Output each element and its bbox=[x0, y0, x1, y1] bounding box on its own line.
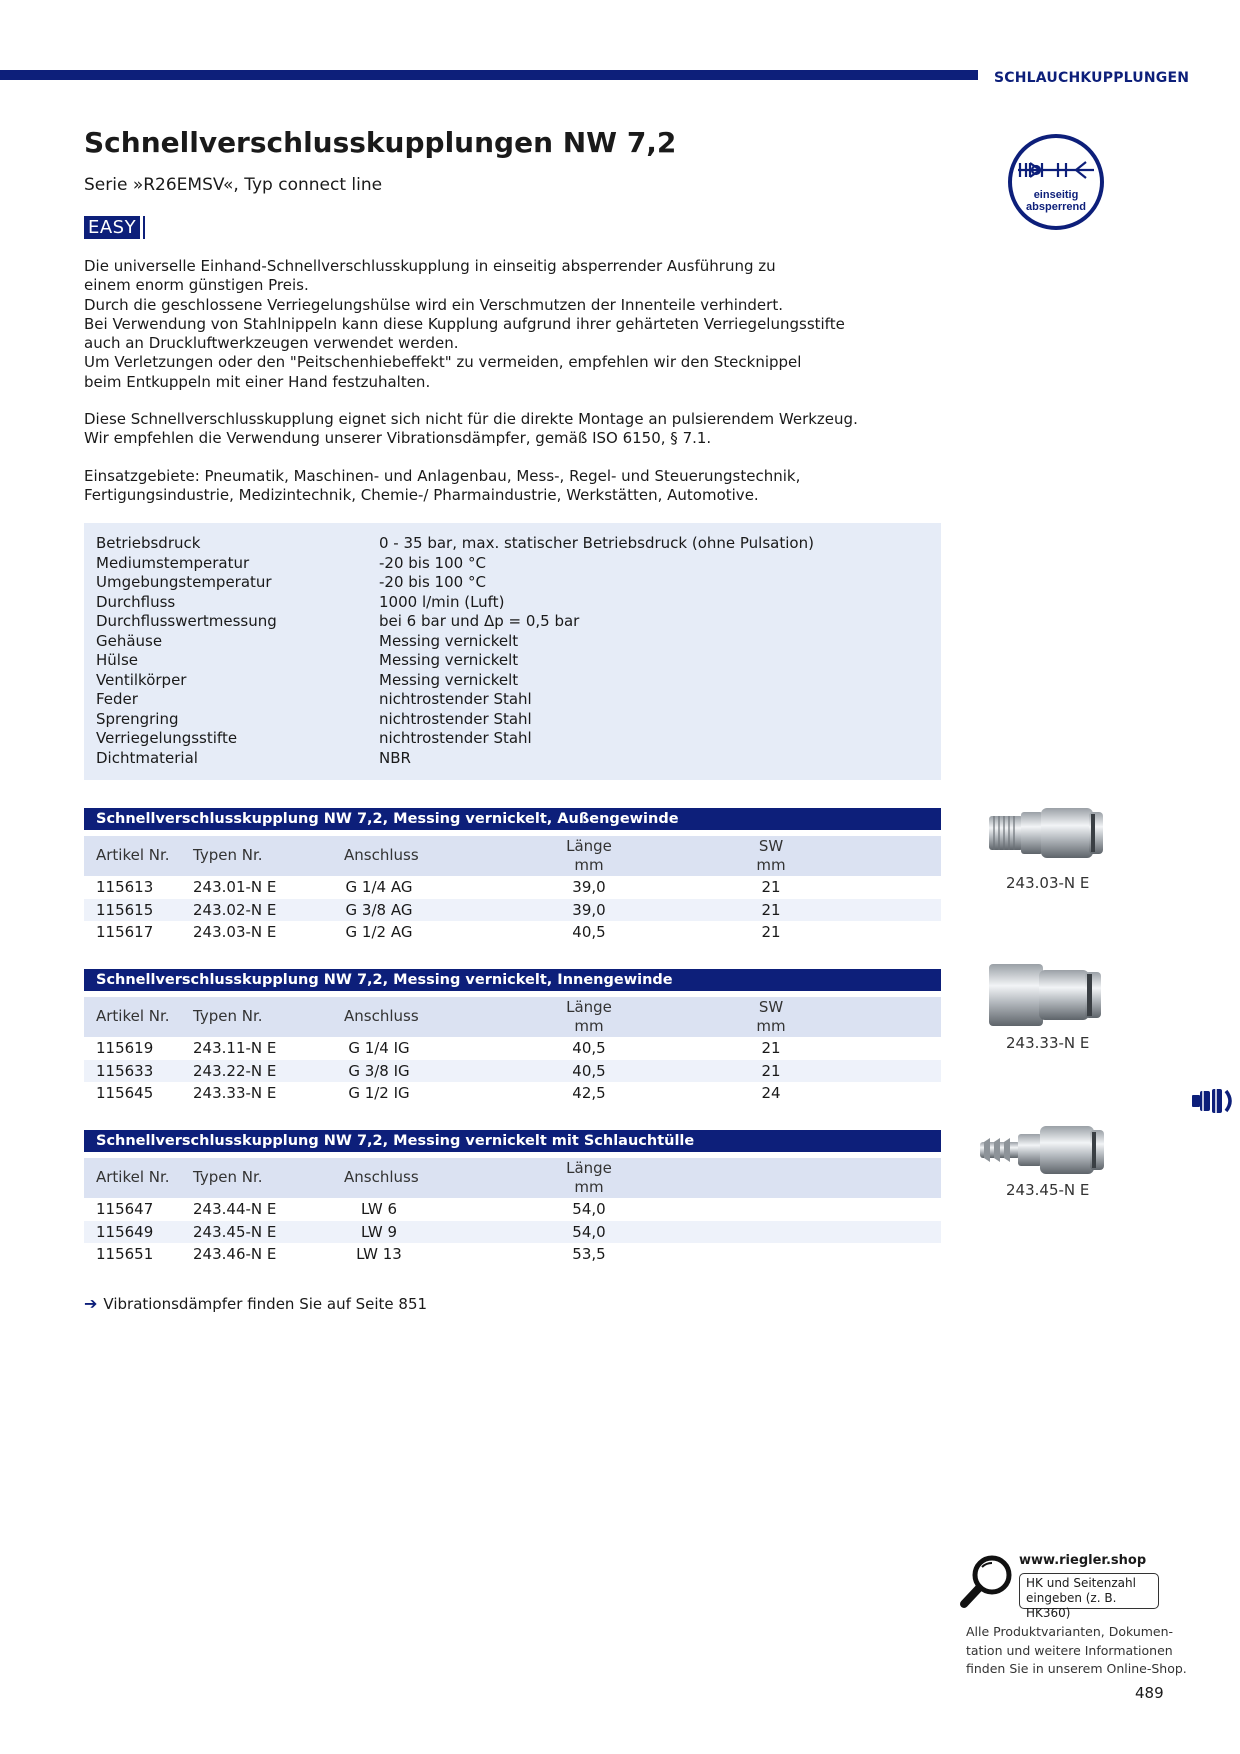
magnifier-icon bbox=[956, 1551, 1018, 1613]
spec-value: bei 6 bar und Δp = 0,5 bar bbox=[379, 612, 580, 630]
spec-value: nichtrostender Stahl bbox=[379, 690, 532, 708]
cell-typen: 243.46-N E bbox=[193, 1245, 277, 1264]
cell-laenge: 54,0 bbox=[572, 1200, 606, 1218]
table-row bbox=[84, 1060, 941, 1083]
description-line: Diese Schnellverschlusskupplung eignet sich nicht für die direkte Montage an pulsierendem Werkzeug. bbox=[84, 410, 858, 428]
table-row bbox=[84, 1082, 941, 1105]
spec-value: -20 bis 100 °C bbox=[379, 573, 486, 591]
page-title: Schnellverschlusskupplungen NW 7,2 bbox=[84, 126, 677, 159]
page-number: 489 bbox=[1135, 1684, 1164, 1702]
cell-sw: 21 bbox=[761, 1061, 781, 1080]
cell-typen: 243.01-N E bbox=[193, 878, 277, 896]
spec-value: Messing vernickelt bbox=[379, 670, 519, 689]
cell-typen: 243.02-N E bbox=[193, 900, 277, 919]
cell-typen: 243.03-N E bbox=[193, 923, 277, 942]
arrow-right-icon: ➔ bbox=[84, 1294, 98, 1313]
coupling-male-thread-image bbox=[985, 802, 1115, 864]
image-caption: 243.33-N E bbox=[1006, 1034, 1090, 1052]
description-line: Fertigungsindustrie, Medizintechnik, Chemie-/ Pharmaindustrie, Werkstätten, Automotive. bbox=[84, 486, 759, 505]
shop-url[interactable]: www.riegler.shop bbox=[1019, 1553, 1147, 1568]
col-sw: SW bbox=[758, 998, 784, 1016]
cell-laenge: 54,0 bbox=[572, 1222, 606, 1241]
description-line: Um Verletzungen oder den "Peitschenhiebeffekt" zu vermeiden, empfehlen wir den Stecknippel bbox=[84, 353, 802, 372]
col-anschluss: Anschluss bbox=[344, 846, 419, 864]
cell-typen: 243.11-N E bbox=[193, 1039, 277, 1057]
col-sw-unit: mm bbox=[756, 856, 786, 874]
col-laenge: Länge bbox=[566, 837, 612, 855]
cell-anschluss: G 1/4 AG bbox=[345, 878, 413, 896]
cell-anschluss: LW 9 bbox=[360, 1222, 398, 1241]
spec-label: Sprengring bbox=[96, 709, 179, 728]
table-header-row bbox=[84, 1158, 941, 1198]
spec-label: Durchfluss bbox=[96, 592, 176, 611]
col-typen: Typen Nr. bbox=[193, 1007, 263, 1025]
spec-value: nichtrostender Stahl bbox=[379, 709, 532, 728]
col-sw-unit: mm bbox=[756, 1017, 786, 1035]
description-line: Wir empfehlen die Verwendung unserer Vibrationsdämpfer, gemäß ISO 6150, § 7.1. bbox=[84, 429, 712, 448]
shop-search-hint bbox=[1019, 1573, 1159, 1620]
valve-badge-line1: einseitig bbox=[1033, 189, 1079, 201]
spec-label: Umgebungstemperatur bbox=[96, 573, 272, 591]
cell-typen: 243.22-N E bbox=[193, 1061, 277, 1080]
coupling-female-thread-image bbox=[985, 960, 1115, 1030]
spec-label: Mediumstemperatur bbox=[96, 553, 250, 572]
table-row bbox=[84, 921, 941, 944]
spec-label: Betriebsdruck bbox=[96, 534, 201, 552]
col-typen: Typen Nr. bbox=[193, 846, 263, 864]
one-way-valve-icon bbox=[1006, 132, 1106, 232]
description-paragraph-3 bbox=[84, 467, 884, 506]
cell-artikel: 115619 bbox=[96, 1039, 154, 1057]
image-caption: 243.03-N E bbox=[1006, 874, 1090, 892]
cell-laenge: 42,5 bbox=[572, 1084, 606, 1103]
col-laenge: Länge bbox=[566, 1159, 612, 1177]
spec-label: Verriegelungsstifte bbox=[96, 729, 238, 747]
product-table-hose-tail bbox=[84, 1130, 941, 1266]
cell-artikel: 115647 bbox=[96, 1200, 154, 1218]
shop-note bbox=[966, 1623, 1187, 1679]
easy-badge bbox=[84, 216, 145, 239]
col-anschluss: Anschluss bbox=[344, 1168, 419, 1186]
easy-badge-bar bbox=[143, 216, 145, 239]
page-subtitle: Serie »R26EMSV«, Typ connect line bbox=[84, 175, 383, 195]
col-laenge-unit: mm bbox=[574, 1017, 604, 1035]
col-artikel: Artikel Nr. bbox=[96, 1007, 170, 1025]
easy-badge-label: EASY bbox=[84, 216, 140, 239]
description-line: Durch die geschlossene Verriegelungshülse wird ein Verschmutzen der Innenteile verhindert. bbox=[84, 295, 783, 314]
shop-note-line: tation und weitere Informationen bbox=[966, 1642, 1173, 1658]
description-line: beim Entkuppeln mit einer Hand festzuhalten. bbox=[84, 372, 431, 391]
cell-sw: 24 bbox=[761, 1084, 781, 1103]
col-sw: SW bbox=[758, 837, 784, 855]
cell-laenge: 39,0 bbox=[572, 900, 606, 919]
cell-artikel: 115615 bbox=[96, 900, 154, 919]
shop-hint-line1: HK und Seitenzahl bbox=[1026, 1576, 1136, 1590]
cell-artikel: 115645 bbox=[96, 1084, 154, 1103]
spec-value: -20 bis 100 °C bbox=[379, 553, 486, 572]
cell-artikel: 115649 bbox=[96, 1222, 154, 1241]
shop-note-line: finden Sie in unserem Online-Shop. bbox=[966, 1661, 1187, 1676]
description-line: auch an Druckluftwerkzeugen verwendet werden. bbox=[84, 334, 459, 353]
section-label: SCHLAUCHKUPPLUNGEN bbox=[994, 70, 1190, 86]
cell-sw: 21 bbox=[761, 878, 781, 896]
spec-label: Durchflusswertmessung bbox=[96, 612, 277, 630]
table-title: Schnellverschlusskupplung NW 7,2, Messing vernickelt mit Schlauchtülle bbox=[84, 1130, 941, 1152]
image-caption: 243.45-N E bbox=[1006, 1181, 1090, 1199]
note-text: Vibrationsdämpfer finden Sie auf Seite 851 bbox=[103, 1294, 428, 1313]
header-bar bbox=[0, 70, 978, 80]
cell-anschluss: LW 13 bbox=[356, 1245, 402, 1264]
table-title: Schnellverschlusskupplung NW 7,2, Messing vernickelt, Außengewinde bbox=[84, 808, 941, 830]
cell-artikel: 115617 bbox=[96, 923, 154, 942]
cell-sw: 21 bbox=[761, 900, 781, 919]
valve-badge-line2: absperrend bbox=[1026, 201, 1086, 213]
spec-label: Hülse bbox=[96, 651, 138, 669]
description-line: Die universelle Einhand-Schnellverschlusskupplung in einseitig absperrender Ausführung zu bbox=[84, 257, 776, 275]
cell-laenge: 39,0 bbox=[572, 878, 606, 896]
description-paragraph-1 bbox=[84, 257, 884, 392]
cell-anschluss: G 1/2 IG bbox=[348, 1084, 410, 1103]
description-line: einem enorm günstigen Preis. bbox=[84, 276, 309, 295]
cell-anschluss: LW 6 bbox=[360, 1200, 398, 1218]
product-table-female-thread bbox=[84, 969, 941, 1105]
col-laenge-unit: mm bbox=[574, 856, 604, 874]
cell-anschluss: G 3/8 AG bbox=[345, 900, 413, 919]
cell-laenge: 40,5 bbox=[572, 1039, 606, 1057]
spec-label: Feder bbox=[96, 690, 138, 708]
table-title: Schnellverschlusskupplung NW 7,2, Messing vernickelt, Innengewinde bbox=[84, 969, 941, 991]
table-row bbox=[84, 1243, 941, 1266]
col-laenge: Länge bbox=[566, 998, 612, 1016]
shop-note-line: Alle Produktvarianten, Dokumen- bbox=[966, 1624, 1174, 1639]
table-header-row bbox=[84, 997, 941, 1037]
table-row bbox=[84, 1221, 941, 1244]
table-row bbox=[84, 1037, 941, 1060]
cell-artikel: 115633 bbox=[96, 1061, 154, 1080]
cell-anschluss: G 3/8 IG bbox=[348, 1061, 410, 1080]
cell-typen: 243.44-N E bbox=[193, 1200, 277, 1218]
spec-label: Gehäuse bbox=[96, 631, 163, 650]
specs-table bbox=[84, 523, 941, 780]
spec-label: Dichtmaterial bbox=[96, 748, 198, 767]
cell-laenge: 53,5 bbox=[572, 1245, 606, 1264]
table-row bbox=[84, 1198, 941, 1221]
coupling-hose-tail-image bbox=[978, 1120, 1118, 1180]
spec-value: 1000 l/min (Luft) bbox=[379, 592, 505, 611]
cell-anschluss: G 1/2 AG bbox=[345, 923, 413, 942]
table-row bbox=[84, 899, 941, 922]
cell-sw: 21 bbox=[761, 1039, 781, 1057]
cell-artikel: 115651 bbox=[96, 1245, 154, 1264]
coupling-category-icon bbox=[1190, 1087, 1236, 1115]
shop-hint-line2: eingeben (z. B. HK360) bbox=[1026, 1591, 1117, 1620]
description-line: Bei Verwendung von Stahlnippeln kann diese Kupplung aufgrund ihrer gehärteten Verriegelungsstifte bbox=[84, 314, 845, 333]
table-header-row bbox=[84, 836, 941, 876]
spec-label: Ventilkörper bbox=[96, 670, 187, 689]
table-row bbox=[84, 876, 941, 899]
col-artikel: Artikel Nr. bbox=[96, 1168, 170, 1186]
spec-value: NBR bbox=[379, 748, 411, 767]
description-line: Einsatzgebiete: Pneumatik, Maschinen- und Anlagenbau, Mess-, Regel- und Steuerungstechnik, bbox=[84, 467, 801, 485]
spec-value: nichtrostender Stahl bbox=[379, 729, 532, 747]
col-artikel: Artikel Nr. bbox=[96, 846, 170, 864]
product-table-male-thread bbox=[84, 808, 941, 944]
spec-value: Messing vernickelt bbox=[379, 631, 519, 650]
cell-anschluss: G 1/4 IG bbox=[348, 1039, 410, 1057]
cell-artikel: 115613 bbox=[96, 878, 154, 896]
cell-typen: 243.45-N E bbox=[193, 1222, 277, 1241]
col-anschluss: Anschluss bbox=[344, 1007, 419, 1025]
cell-typen: 243.33-N E bbox=[193, 1084, 277, 1103]
spec-value: 0 - 35 bar, max. statischer Betriebsdruck (ohne Pulsation) bbox=[379, 534, 814, 552]
spec-value: Messing vernickelt bbox=[379, 651, 519, 669]
cell-laenge: 40,5 bbox=[572, 923, 606, 942]
cell-sw: 21 bbox=[761, 923, 781, 942]
col-laenge-unit: mm bbox=[574, 1178, 604, 1196]
col-typen: Typen Nr. bbox=[193, 1168, 263, 1186]
cell-laenge: 40,5 bbox=[572, 1061, 606, 1080]
cross-reference-note bbox=[84, 1294, 427, 1313]
description-paragraph-2 bbox=[84, 410, 884, 449]
